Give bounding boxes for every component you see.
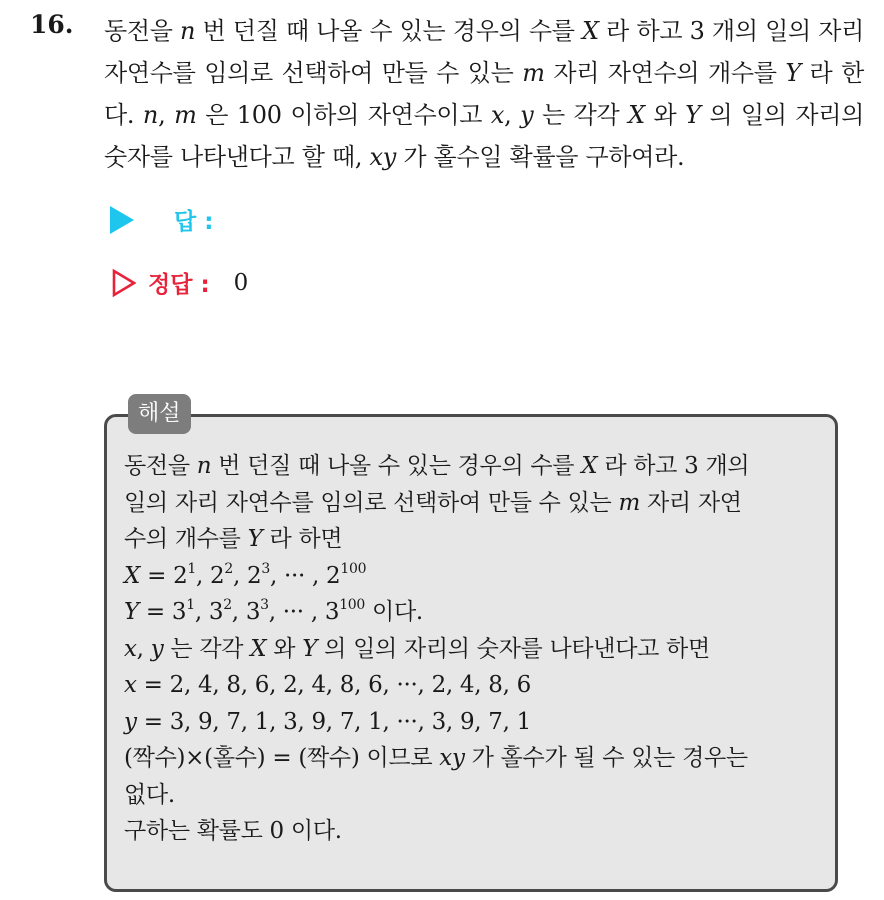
explanation-line: 일의 자리 자연수를 임의로 선택하여 만들 수 있는 m 자리 자연	[124, 489, 742, 516]
explanation-body	[124, 448, 824, 850]
explanation-line: 수의 개수를 Y 라 하면	[124, 526, 343, 552]
explanation-line: y = 3, 9, 7, 1, 3, 9, 7, 1, ···, 3, 9, 7, 1	[124, 708, 531, 735]
answer-label: 답 :	[174, 209, 214, 235]
play-icon	[110, 206, 134, 234]
explanation-line: x = 2, 4, 8, 6, 2, 4, 8, 6, ···, 2, 4, 8, 6	[124, 672, 531, 698]
correct-answer-label: 정답 :	[148, 272, 210, 298]
explanation-line: $X = 2^1$, $2^2$, $2^3$, ··· , $2^{100}$	[124, 560, 367, 589]
explanation-tag: 해설	[128, 394, 191, 434]
correct-answer-row	[112, 266, 248, 299]
triangle-outline-icon	[112, 268, 136, 298]
question-text: 동전을 n 번 던질 때 나올 수 있는 경우의 수를 X 라 하고 3 개의 일의 자리 자연수를 임의로 선택하여 만들 수 있는 m 자리 자연수의 개수를 Y 라 한다. n, m 은 100 이하의 자연수이고 x, y 는 각각 X 와 Y 의 일의 자리의 숫자를 나타낸다고 할 때, xy 가 홀수일 확률을 구하여라.	[104, 17, 864, 171]
correct-answer-value: 0	[233, 269, 249, 296]
answer-row	[110, 203, 213, 236]
question-number: 16.	[30, 10, 74, 39]
explanation-line: 구하는 확률도 0 이다.	[124, 818, 342, 844]
explanation-line: $Y = 3^1$, $3^2$, $3^3$, ··· , $3^{100}$ 이다.	[124, 597, 423, 625]
explanation-line: 없다.	[124, 781, 175, 808]
explanation-line: 동전을 n 번 던질 때 나올 수 있는 경우의 수를 X 라 하고 3 개의	[124, 453, 750, 479]
explanation-line: (짝수)×(홀수) = (짝수) 이므로 xy 가 홀수가 될 수 있는 경우는	[124, 745, 748, 771]
explanation-line: x, y 는 각각 X 와 Y 의 일의 자리의 숫자를 나타낸다고 하면	[124, 635, 710, 662]
